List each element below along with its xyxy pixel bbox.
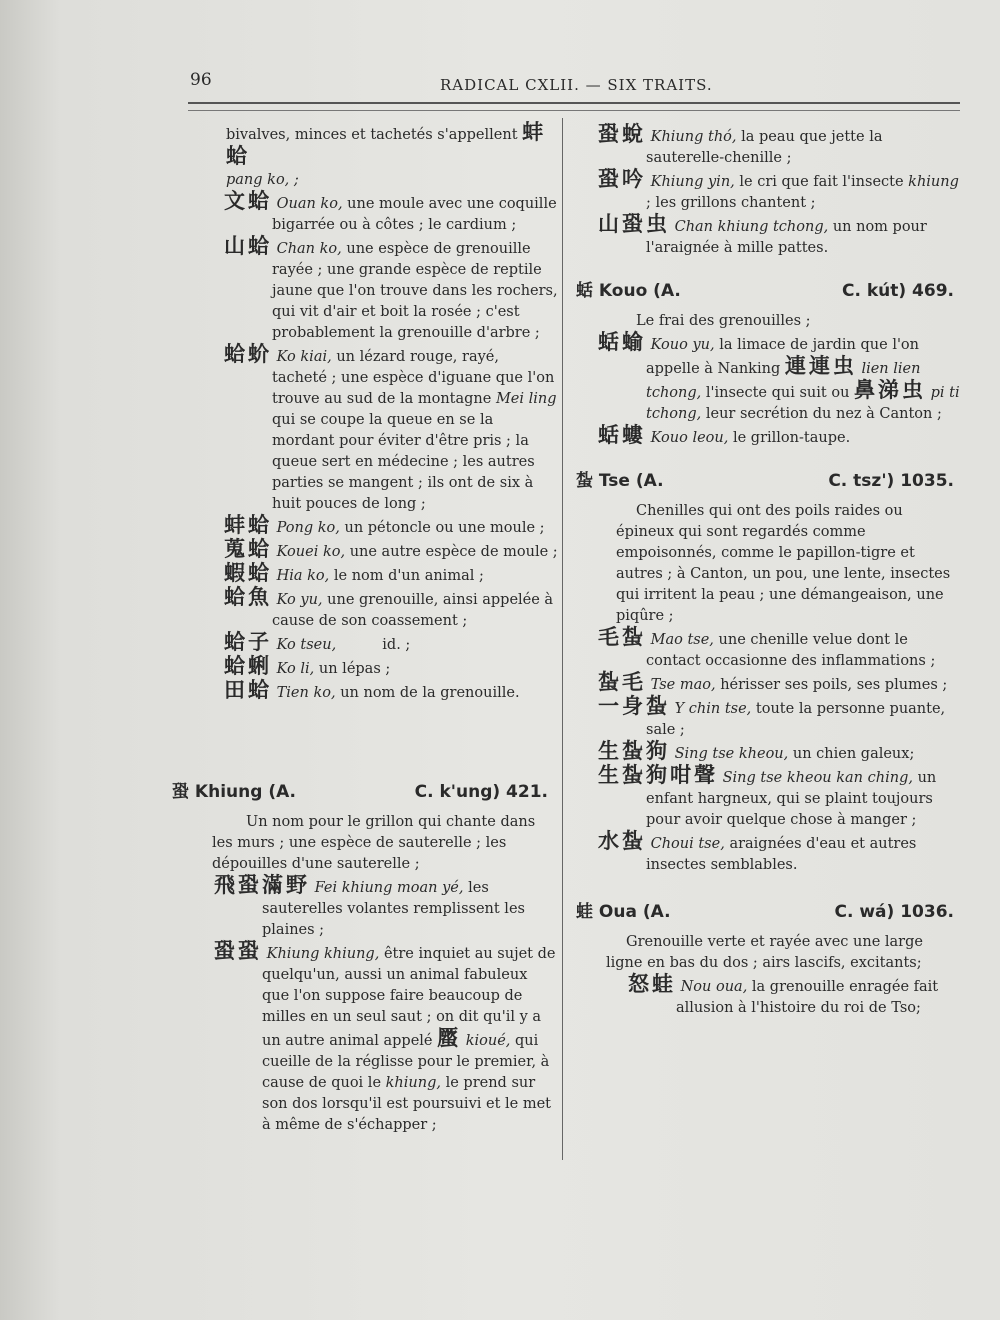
heading-reference: C. kút) 469. (841, 281, 954, 301)
romanization: Khiung khiung, (266, 946, 380, 962)
chinese-characters: 蛤子 (224, 630, 272, 654)
romanization: pang ko, ; (226, 172, 299, 188)
definition: une grenouille, ainsi appelée à cause de son coassement ; (272, 592, 554, 629)
romanization: Khiung yin, (650, 174, 735, 190)
definition: la peau que jette la sauterelle-chenille ; (646, 129, 883, 166)
radical-heading (576, 902, 964, 932)
romanization: lien lien tchong, (646, 361, 921, 401)
chinese-characters: 怒蛙 (628, 972, 676, 996)
romanization: Pong ko, (276, 520, 340, 536)
dictionary-entry (222, 191, 558, 236)
chinese-characters: 蚻毛 (598, 670, 646, 694)
chinese-characters: 山蛩虫 (598, 212, 670, 236)
romanization: Ko li, (276, 661, 315, 677)
romanization: pi ti tchong, (646, 385, 960, 422)
heading-character: 蛙 Oua (A. (576, 902, 671, 922)
definition: le grillon-taupe. (732, 430, 851, 446)
chinese-characters: 水蚻 (598, 829, 646, 853)
romanization: Ouan ko, (276, 196, 343, 212)
dictionary-entry (576, 831, 964, 876)
continuation-line: bivalves, minces et tachetés s'appellent (226, 127, 518, 143)
definition: la limace de jardin que l'on appelle à Nanking (646, 337, 920, 377)
chinese-characters: 田蛤 (224, 678, 272, 702)
romanization: Sing tse kheou kan ching, (722, 770, 913, 786)
chinese-characters: 蛤蚧 (224, 342, 272, 366)
dictionary-entry (212, 941, 558, 1136)
romanization: Kouei ko, (276, 544, 346, 560)
heading-definition: Le frai des grenouilles ; (636, 313, 811, 329)
heading-character: 蚻 Tse (A. (576, 471, 664, 491)
dictionary-entry (222, 539, 558, 563)
romanization: khiung, (385, 1075, 441, 1091)
dictionary-entry (222, 680, 558, 704)
definition: être inquiet au sujet de quelqu'un, aussi un animal fabuleux que l'on suppose faire beaucoup de milles en un seul saut ; on dit qu'il y a un autre animal appelé (262, 946, 556, 1049)
definition: les sauterelles volantes remplissent les plaines ; (262, 880, 525, 938)
dictionary-entry (212, 875, 558, 941)
chinese-characters: 蛤蜊 (224, 654, 272, 678)
radical-heading (576, 281, 964, 311)
romanization: Khiung thó, (650, 129, 737, 145)
romanization: Fei khiung moan yé, (314, 880, 464, 896)
chinese-characters: 一身蚻 (598, 694, 670, 718)
romanization: Hia ko, (276, 568, 330, 584)
chinese-characters: 蚌蛤 (224, 513, 272, 537)
running-head: RADICAL CXLII. — SIX TRAITS. (440, 76, 713, 94)
romanization: Tse mao, (650, 677, 716, 693)
chinese-characters: 生蚻狗 (598, 739, 670, 763)
continuation-text (226, 122, 558, 191)
definition: qui cueille de la réglisse pour le premier, à cause de quoi le (262, 1033, 550, 1091)
definition: toute la personne puante, sale ; (646, 701, 946, 738)
romanization: Chan khiung tchong, (674, 219, 829, 235)
definition: un enfant hargneux, qui se plaint toujours pour avoir quelque chose à manger ; (646, 770, 937, 828)
definition: id. ; (382, 637, 411, 653)
romanization: Ko yu, (276, 592, 323, 608)
definition: un lépas ; (318, 661, 391, 677)
chinese-characters: 蛤魚 (224, 585, 272, 609)
chinese-characters: 飛蛩滿野 (214, 873, 310, 897)
romanization: Mei ling (495, 391, 557, 407)
chinese-characters: 連連虫 (784, 354, 857, 378)
chinese-characters: 蛞螻 (598, 423, 646, 447)
heading-character: 蛞 Kouo (A. (576, 281, 681, 301)
romanization: kioué, (465, 1033, 511, 1049)
definition: hérisser ses poils, ses plumes ; (720, 677, 948, 693)
dictionary-entry (222, 515, 558, 539)
romanization: khiung (908, 174, 959, 190)
chinese-characters: 蛩蛩 (214, 939, 262, 963)
chinese-characters: 蝦蛤 (224, 561, 272, 585)
dictionary-entry (576, 425, 964, 449)
definition: le nom d'un animal ; (333, 568, 484, 584)
romanization: Chan ko, (276, 241, 342, 257)
chinese-characters: 鼻涕虫 (854, 378, 927, 402)
romanization: Choui tse, (650, 836, 725, 852)
definition: la grenouille enragée fait allusion à l'histoire du roi de Tso; (676, 979, 939, 1016)
page-number: 96 (190, 70, 212, 90)
dictionary-entry (576, 214, 964, 259)
chinese-characters: 文蛤 (224, 189, 272, 213)
romanization: Sing tse kheou, (674, 746, 789, 762)
definition: un lézard rouge, rayé, tacheté ; une espèce d'iguane que l'on trouve au sud de la montagne (272, 349, 555, 407)
left-column-lower (172, 782, 558, 1136)
definition: une espèce de grenouille rayée ; une grande espèce de reptile jaune que l'on trouve dans les rochers, qui vit d'air et boit la rosée ; c'est probablement la grenouille d'arbre ; (272, 241, 558, 341)
definition: un nom pour l'araignée à mille pattes. (646, 219, 927, 256)
definition: qui se coupe la queue en se la mordant pour éviter d'être pris ; la queue sert en médecine ; les autres parties se mangent ; ils ont de six à huit pouces de long ; (272, 412, 535, 512)
heading-definition: Chenilles qui ont des poils raides ou épineux qui sont regardés comme empoisonnés, comme le papillon-tigre et autres ; à Canton, un pou, une lente, insectes qui irritent la peau ; une démangeaison, une piqûre ; (616, 503, 951, 624)
dictionary-entry (576, 169, 964, 214)
definition: le cri que fait l'insecte (739, 174, 904, 190)
dictionary-entry (576, 672, 964, 696)
definition: une moule avec une coquille bigarrée ou à côtes ; le cardium ; (272, 196, 557, 233)
dictionary-entry (222, 344, 558, 515)
definition: ; les grillons chantent ; (646, 195, 816, 211)
radical-heading (172, 782, 558, 812)
romanization: Tien ko, (276, 685, 336, 701)
dictionary-entry (606, 974, 964, 1019)
definition: un chien galeux; (792, 746, 915, 762)
left-column (222, 122, 558, 704)
romanization: Y chin tse, (674, 701, 752, 717)
chinese-characters: 山蛤 (224, 234, 272, 258)
definition: une autre espèce de moule ; (349, 544, 558, 560)
right-column (576, 124, 964, 1019)
heading-character: 蛩 Khiung (A. (172, 782, 297, 802)
romanization: Kouo yu, (650, 337, 715, 353)
chinese-characters: 蛩吟 (598, 167, 646, 191)
header-rule-thin (188, 110, 960, 111)
romanization: Mao tse, (650, 632, 714, 648)
definition: leur secrétion du nez à Canton ; (705, 406, 942, 422)
romanization: Nou oua, (680, 979, 748, 995)
heading-reference: C. k'ung) 421. (414, 782, 548, 802)
definition: une chenille velue dont le contact occasionne des inflammations ; (646, 632, 936, 669)
dictionary-entry (576, 627, 964, 672)
radical-heading (576, 471, 964, 501)
heading-definition: Un nom pour le grillon qui chante dans les murs ; une espèce de sauterelle ; les dépouilles d'une sauterelle ; (212, 814, 536, 872)
heading-reference: C. tsz') 1035. (828, 471, 954, 491)
chinese-characters: 蒐蛤 (224, 537, 272, 561)
definition: un pétoncle ou une moule ; (344, 520, 545, 536)
column-divider (562, 118, 563, 1160)
chinese-characters: 蟨 (437, 1026, 462, 1050)
dictionary-entry (222, 632, 558, 656)
chinese-characters: 蛩蛻 (598, 122, 646, 146)
romanization: Ko kiai, (276, 349, 332, 365)
chinese-characters: 毛蚻 (598, 625, 646, 649)
dictionary-entry (576, 124, 964, 169)
romanization: Ko tseu, (276, 637, 337, 653)
chinese-characters: 蛞蝓 (598, 330, 646, 354)
dictionary-entry (576, 696, 964, 741)
dictionary-entry (576, 741, 964, 765)
header-rule (188, 102, 960, 104)
romanization: Kouo leou, (650, 430, 729, 446)
definition: le prend sur son dos lorsqu'il est poursuivi et le met à même de s'échapper ; (262, 1075, 552, 1133)
definition: un nom de la grenouille. (340, 685, 520, 701)
chinese-characters: 生蚻狗咁聲 (598, 763, 718, 787)
dictionary-entry (222, 236, 558, 344)
dictionary-entry (222, 563, 558, 587)
chinese-characters: 蚌蛤 (226, 120, 547, 168)
heading-reference: C. wá) 1036. (834, 902, 954, 922)
dictionary-entry (576, 332, 964, 425)
dictionary-entry (576, 765, 964, 831)
heading-definition: Grenouille verte et rayée avec une large ligne en bas du dos ; airs lascifs, excitants; (606, 934, 923, 971)
dictionary-entry (222, 587, 558, 632)
definition: l'insecte qui suit ou (705, 385, 850, 401)
dictionary-entry (222, 656, 558, 680)
definition: araignées d'eau et autres insectes semblables. (646, 836, 917, 873)
